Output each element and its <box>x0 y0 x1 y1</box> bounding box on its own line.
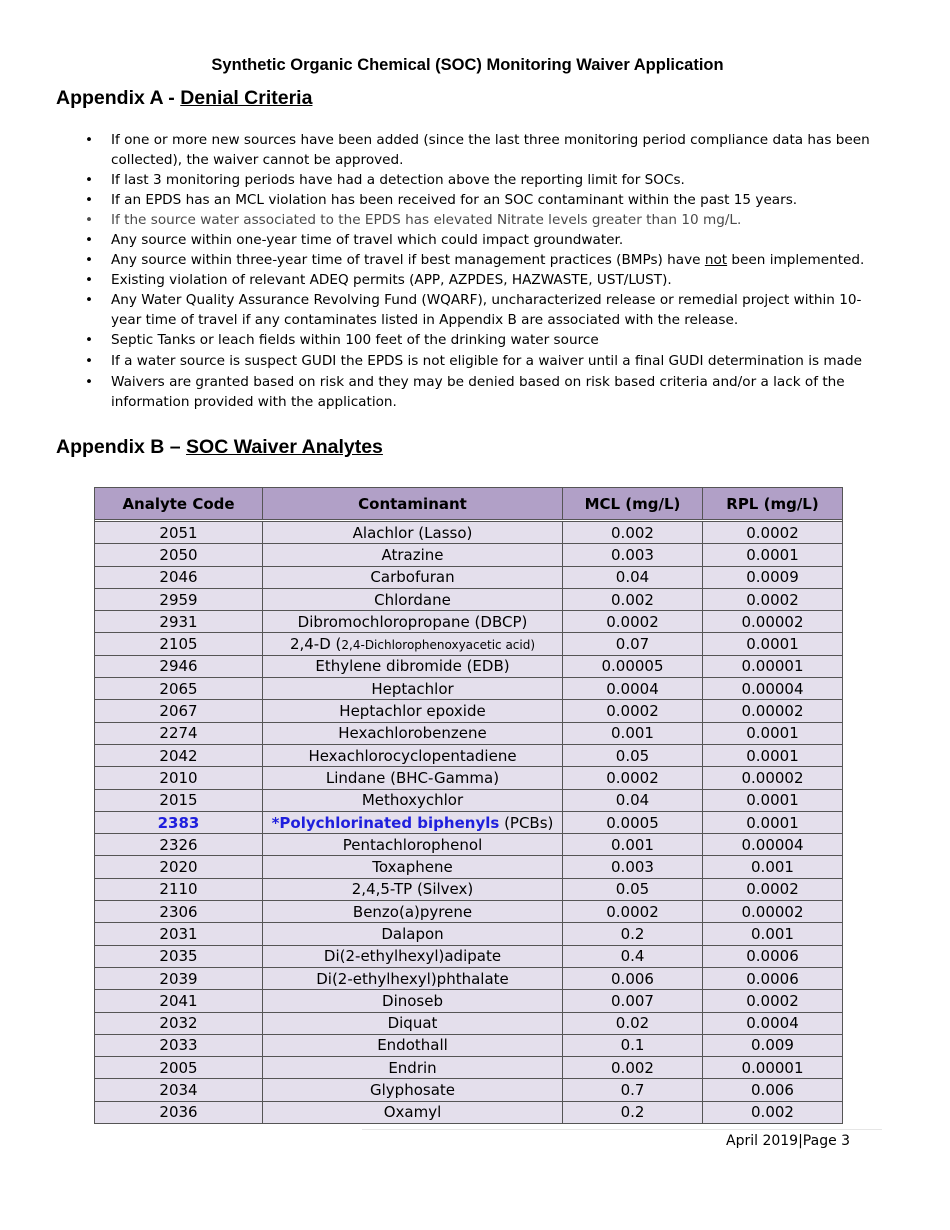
criteria-item: • If last 3 monitoring periods have had a detection above the reporting limit for SOCs. <box>85 170 885 190</box>
cell-rpl: 0.0006 <box>703 945 843 967</box>
cell-analyte-code: 2326 <box>95 834 263 856</box>
footer-page: Page 3 <box>802 1133 851 1149</box>
cell-contaminant <box>263 811 563 833</box>
cell-contaminant <box>263 901 563 923</box>
appendix-a-heading <box>56 87 312 110</box>
contaminant-name: Oxamyl <box>383 1103 442 1122</box>
table-row <box>95 811 843 833</box>
criteria-item: • Existing violation of relevant ADEQ permits (APP, AZPDES, HAZWASTE, UST/LUST). <box>85 270 885 290</box>
cell-analyte-code: 2039 <box>95 967 263 989</box>
contaminant-name: Methoxychlor <box>361 791 464 810</box>
contaminant-suffix: (PCBs) <box>499 813 554 832</box>
cell-mcl: 0.4 <box>563 945 703 967</box>
table-body <box>95 520 843 1124</box>
cell-rpl: 0.00002 <box>703 611 843 633</box>
appendix-b-title: SOC Waiver Analytes <box>186 436 383 458</box>
cell-mcl: 0.00005 <box>563 655 703 677</box>
cell-rpl: 0.00004 <box>703 834 843 856</box>
cell-mcl: 0.07 <box>563 633 703 655</box>
criteria-item: • Any source within one-year time of travel which could impact groundwater. <box>85 230 885 250</box>
cell-mcl: 0.0002 <box>563 611 703 633</box>
cell-analyte-code: 2946 <box>95 655 263 677</box>
cell-analyte-code: 2931 <box>95 611 263 633</box>
cell-rpl: 0.0002 <box>703 878 843 900</box>
table-row <box>95 856 843 878</box>
footer-separator: | <box>798 1133 803 1149</box>
table-row <box>95 901 843 923</box>
cell-contaminant <box>263 767 563 789</box>
cell-mcl: 0.2 <box>563 1101 703 1123</box>
footer-date: April 2019 <box>726 1133 799 1149</box>
cell-contaminant <box>263 722 563 744</box>
cell-rpl: 0.00001 <box>703 655 843 677</box>
cell-mcl: 0.001 <box>563 834 703 856</box>
table-header-row <box>95 488 843 520</box>
document-title: Synthetic Organic Chemical (SOC) Monitoring Waiver Application <box>211 56 724 74</box>
table-row <box>95 700 843 722</box>
cell-contaminant <box>263 544 563 566</box>
cell-analyte-code: 2105 <box>95 633 263 655</box>
contaminant-name: Alachlor (Lasso) <box>352 523 473 542</box>
contaminant-name: Heptachlor <box>371 679 454 698</box>
cell-contaminant <box>263 700 563 722</box>
cell-rpl: 0.001 <box>703 923 843 945</box>
criteria-item: • Any Water Quality Assurance Revolving Fund (WQARF), uncharacterized release or remedial project within 10-year time of travel if any contaminates listed in Appendix B are associated with the release. <box>85 290 885 330</box>
contaminant-name: Diquat <box>387 1014 438 1033</box>
cell-contaminant <box>263 967 563 989</box>
cell-rpl: 0.0009 <box>703 566 843 588</box>
cell-contaminant <box>263 990 563 1012</box>
cell-rpl: 0.00002 <box>703 901 843 923</box>
contaminant-name: Toxaphene <box>372 858 453 877</box>
cell-analyte-code: 2110 <box>95 878 263 900</box>
cell-analyte-code: 2051 <box>95 522 263 544</box>
cell-rpl: 0.0002 <box>703 990 843 1012</box>
contaminant-name: 2,4-D ( <box>289 635 342 654</box>
table-row <box>95 834 843 856</box>
contaminant-name: Hexachlorocyclopentadiene <box>308 746 517 765</box>
cell-contaminant <box>263 789 563 811</box>
cell-rpl: 0.0002 <box>703 522 843 544</box>
cell-mcl: 0.04 <box>563 566 703 588</box>
table-row <box>95 789 843 811</box>
cell-contaminant <box>263 1101 563 1123</box>
contaminant-name: Pentachlorophenol <box>342 835 483 854</box>
contaminant-name: Dalapon <box>381 924 444 943</box>
cell-rpl: 0.0001 <box>703 722 843 744</box>
cell-analyte-code: 2005 <box>95 1057 263 1079</box>
cell-mcl: 0.02 <box>563 1012 703 1034</box>
cell-mcl: 0.0002 <box>563 767 703 789</box>
contaminant-name: Ethylene dibromide (EDB) <box>315 657 510 676</box>
cell-analyte-code: 2274 <box>95 722 263 744</box>
cell-contaminant <box>263 633 563 655</box>
contaminant-name: Heptachlor epoxide <box>339 702 486 721</box>
cell-rpl: 0.0001 <box>703 811 843 833</box>
cell-rpl: 0.00004 <box>703 678 843 700</box>
cell-analyte-code: 2383 <box>95 811 263 833</box>
cell-mcl: 0.002 <box>563 1057 703 1079</box>
table-row <box>95 744 843 766</box>
cell-mcl: 0.001 <box>563 722 703 744</box>
column-header-analyte-code: Analyte Code <box>95 488 263 520</box>
cell-rpl: 0.006 <box>703 1079 843 1101</box>
cell-mcl: 0.1 <box>563 1034 703 1056</box>
cell-rpl: 0.001 <box>703 856 843 878</box>
criteria-text: been implemented. <box>727 252 865 268</box>
cell-mcl: 0.2 <box>563 923 703 945</box>
criteria-item: • If the source water associated to the EPDS has elevated Nitrate levels greater than 10 mg/L. <box>85 210 885 230</box>
cell-contaminant <box>263 1034 563 1056</box>
cell-analyte-code: 2033 <box>95 1034 263 1056</box>
cell-rpl: 0.0001 <box>703 544 843 566</box>
cell-contaminant <box>263 522 563 544</box>
criteria-item: • Septic Tanks or leach fields within 100 feet of the drinking water source <box>85 330 885 350</box>
table-row <box>95 588 843 610</box>
table-row <box>95 767 843 789</box>
cell-mcl: 0.04 <box>563 789 703 811</box>
appendix-a-prefix: Appendix A - <box>56 87 181 109</box>
cell-mcl: 0.05 <box>563 744 703 766</box>
table-row <box>95 1101 843 1123</box>
cell-rpl: 0.0001 <box>703 744 843 766</box>
contaminant-name: 2,4,5-TP (Silvex) <box>351 880 474 899</box>
cell-mcl: 0.003 <box>563 856 703 878</box>
cell-contaminant <box>263 655 563 677</box>
table-row <box>95 655 843 677</box>
cell-contaminant <box>263 566 563 588</box>
contaminant-name: Endrin <box>388 1058 437 1077</box>
cell-analyte-code: 2042 <box>95 744 263 766</box>
contaminant-name: *Polychlorinated biphenyls <box>271 813 500 832</box>
table-row <box>95 544 843 566</box>
cell-contaminant <box>263 588 563 610</box>
criteria-item <box>85 250 885 270</box>
cell-contaminant <box>263 744 563 766</box>
cell-mcl: 0.7 <box>563 1079 703 1101</box>
cell-analyte-code: 2032 <box>95 1012 263 1034</box>
contaminant-name: Dinoseb <box>382 991 443 1010</box>
contaminant-name: Carbofuran <box>370 568 455 587</box>
criteria-underlined-text: not <box>704 252 728 268</box>
table-row <box>95 1057 843 1079</box>
column-header-contaminant: Contaminant <box>263 488 563 520</box>
table-row <box>95 611 843 633</box>
cell-analyte-code: 2031 <box>95 923 263 945</box>
cell-contaminant <box>263 678 563 700</box>
cell-contaminant <box>263 1057 563 1079</box>
page-footer <box>726 1133 850 1149</box>
cell-mcl: 0.002 <box>563 588 703 610</box>
cell-mcl: 0.0004 <box>563 678 703 700</box>
cell-rpl: 0.009 <box>703 1034 843 1056</box>
contaminant-name: Lindane (BHC-Gamma) <box>325 768 500 787</box>
cell-analyte-code: 2020 <box>95 856 263 878</box>
cell-analyte-code: 2306 <box>95 901 263 923</box>
table-row <box>95 1079 843 1101</box>
contaminant-name: Benzo(a)pyrene <box>352 902 473 921</box>
cell-rpl: 0.0001 <box>703 789 843 811</box>
contaminant-name: Di(2-ethylhexyl)adipate <box>323 947 502 966</box>
cell-mcl: 0.05 <box>563 878 703 900</box>
contaminant-name: Chlordane <box>374 590 451 609</box>
cell-rpl: 0.0004 <box>703 1012 843 1034</box>
cell-mcl: 0.003 <box>563 544 703 566</box>
cell-analyte-code: 2046 <box>95 566 263 588</box>
cell-analyte-code: 2050 <box>95 544 263 566</box>
cell-analyte-code: 2041 <box>95 990 263 1012</box>
column-header-rpl: RPL (mg/L) <box>703 488 843 520</box>
criteria-item: • If one or more new sources have been added (since the last three monitoring period compliance data has been collected), the waiver cannot be approved. <box>85 130 885 170</box>
criteria-item: • Waivers are granted based on risk and they may be denied based on risk based criteria and/or a lack of the information provided with the application. <box>85 372 885 412</box>
contaminant-name: Dibromochloropropane (DBCP) <box>297 612 528 631</box>
soc-analytes-table <box>94 487 843 1124</box>
cell-mcl: 0.007 <box>563 990 703 1012</box>
cell-contaminant <box>263 945 563 967</box>
table-row <box>95 990 843 1012</box>
cell-analyte-code: 2959 <box>95 588 263 610</box>
footer-divider <box>362 1129 882 1130</box>
cell-contaminant <box>263 1079 563 1101</box>
table-row <box>95 522 843 544</box>
cell-mcl: 0.006 <box>563 967 703 989</box>
contaminant-note: 2,4-Dichlorophenoxyacetic acid) <box>341 638 536 653</box>
denial-criteria-list <box>85 130 885 412</box>
table-row <box>95 878 843 900</box>
cell-rpl: 0.00002 <box>703 700 843 722</box>
cell-analyte-code: 2015 <box>95 789 263 811</box>
table-row <box>95 945 843 967</box>
table-row <box>95 967 843 989</box>
contaminant-name: Atrazine <box>381 545 444 564</box>
table-row <box>95 678 843 700</box>
criteria-text: Any source within three-year time of travel if best management practices (BMPs) have <box>111 252 705 268</box>
cell-contaminant <box>263 611 563 633</box>
table-row <box>95 1034 843 1056</box>
cell-analyte-code: 2036 <box>95 1101 263 1123</box>
appendix-b-heading <box>56 436 383 459</box>
criteria-item: • If an EPDS has an MCL violation has been received for an SOC contaminant within the past 15 years. <box>85 190 885 210</box>
cell-mcl: 0.0002 <box>563 700 703 722</box>
cell-rpl: 0.002 <box>703 1101 843 1123</box>
contaminant-name: Hexachlorobenzene <box>338 724 487 743</box>
cell-rpl: 0.0002 <box>703 588 843 610</box>
table-row <box>95 566 843 588</box>
contaminant-name: Di(2-ethylhexyl)phthalate <box>316 969 509 988</box>
cell-mcl: 0.002 <box>563 522 703 544</box>
appendix-a-title: Denial Criteria <box>180 87 313 109</box>
contaminant-name: Glyphosate <box>370 1081 455 1100</box>
cell-mcl: 0.0002 <box>563 901 703 923</box>
cell-analyte-code: 2034 <box>95 1079 263 1101</box>
table-row <box>95 722 843 744</box>
cell-analyte-code: 2035 <box>95 945 263 967</box>
contaminant-name: Endothall <box>377 1036 448 1055</box>
cell-rpl: 0.00001 <box>703 1057 843 1079</box>
cell-contaminant <box>263 923 563 945</box>
cell-rpl: 0.0001 <box>703 633 843 655</box>
cell-contaminant <box>263 856 563 878</box>
cell-rpl: 0.0006 <box>703 967 843 989</box>
cell-contaminant <box>263 878 563 900</box>
cell-rpl: 0.00002 <box>703 767 843 789</box>
cell-analyte-code: 2065 <box>95 678 263 700</box>
table-row <box>95 923 843 945</box>
column-header-mcl: MCL (mg/L) <box>563 488 703 520</box>
cell-contaminant <box>263 834 563 856</box>
table-row <box>95 1012 843 1034</box>
cell-mcl: 0.0005 <box>563 811 703 833</box>
appendix-b-prefix: Appendix B – <box>56 436 187 458</box>
criteria-item: • If a water source is suspect GUDI the EPDS is not eligible for a waiver until a final GUDI determination is made <box>85 351 885 371</box>
cell-analyte-code: 2010 <box>95 767 263 789</box>
cell-analyte-code: 2067 <box>95 700 263 722</box>
table-row <box>95 633 843 655</box>
cell-contaminant <box>263 1012 563 1034</box>
